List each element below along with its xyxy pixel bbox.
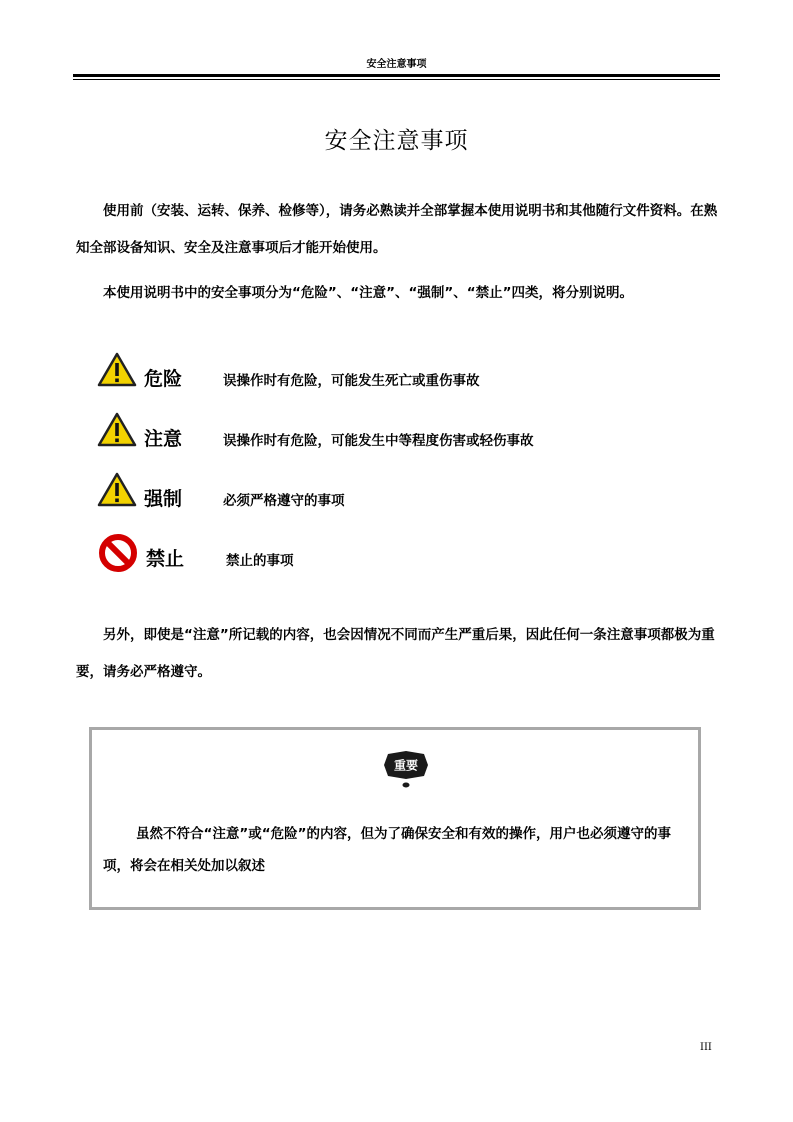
classification-paragraph bbox=[76, 275, 721, 312]
important-badge-label: 重要 bbox=[393, 758, 419, 773]
legend-term: 注意 bbox=[144, 428, 183, 450]
additional-paragraph-text: 另外，即使是“注意”所记载的内容，也会因情况不同而产生严重后果，因此任何一条注意事项都极为重要，请务必严格遵守。 bbox=[76, 627, 715, 680]
prohibition-icon bbox=[97, 532, 139, 574]
legend-term: 强制 bbox=[144, 488, 183, 510]
intro-paragraph bbox=[76, 193, 721, 267]
header-rule-thin bbox=[73, 79, 720, 80]
page-number: III bbox=[700, 1042, 712, 1053]
important-note-text bbox=[103, 818, 693, 882]
legend-description: 误操作时有危险，可能发生死亡或重伤事故 bbox=[223, 373, 480, 389]
legend-description: 禁止的事项 bbox=[226, 553, 294, 569]
header-rule-thick bbox=[73, 74, 720, 77]
legend-term: 危险 bbox=[144, 368, 183, 390]
legend-term: 禁止 bbox=[146, 548, 185, 570]
legend-row-danger bbox=[97, 352, 697, 400]
legend-description: 误操作时有危险，可能发生中等程度伤害或轻伤事故 bbox=[223, 433, 534, 449]
intro-paragraph-text: 使用前（安装、运转、保养、检修等），请务必熟读并全部掌握本使用说明书和其他随行文件资料。在熟知全部设备知识、安全及注意事项后才能开始使用。 bbox=[76, 203, 718, 256]
running-header: 安全注意事项 bbox=[366, 59, 427, 70]
page-title: 安全注意事项 bbox=[324, 128, 469, 154]
legend-row-mandatory bbox=[97, 472, 697, 520]
important-badge-icon bbox=[382, 750, 430, 790]
important-note-box bbox=[89, 727, 701, 910]
legend-row-caution bbox=[97, 412, 697, 460]
warning-triangle-icon bbox=[97, 472, 137, 508]
warning-triangle-icon bbox=[97, 412, 137, 448]
additional-paragraph bbox=[76, 617, 721, 691]
legend-row-prohibited bbox=[97, 532, 697, 580]
legend-description: 必须严格遵守的事项 bbox=[223, 493, 345, 509]
warning-triangle-icon bbox=[97, 352, 137, 388]
important-note-text-body: 虽然不符合“注意”或“危险”的内容，但为了确保安全和有效的操作，用户也必须遵守的事项，将会在相关处加以叙述 bbox=[103, 826, 671, 874]
classification-paragraph-text: 本使用说明书中的安全事项分为“危险”、“注意”、“强制”、“禁止”四类，将分别说明。 bbox=[103, 285, 633, 301]
